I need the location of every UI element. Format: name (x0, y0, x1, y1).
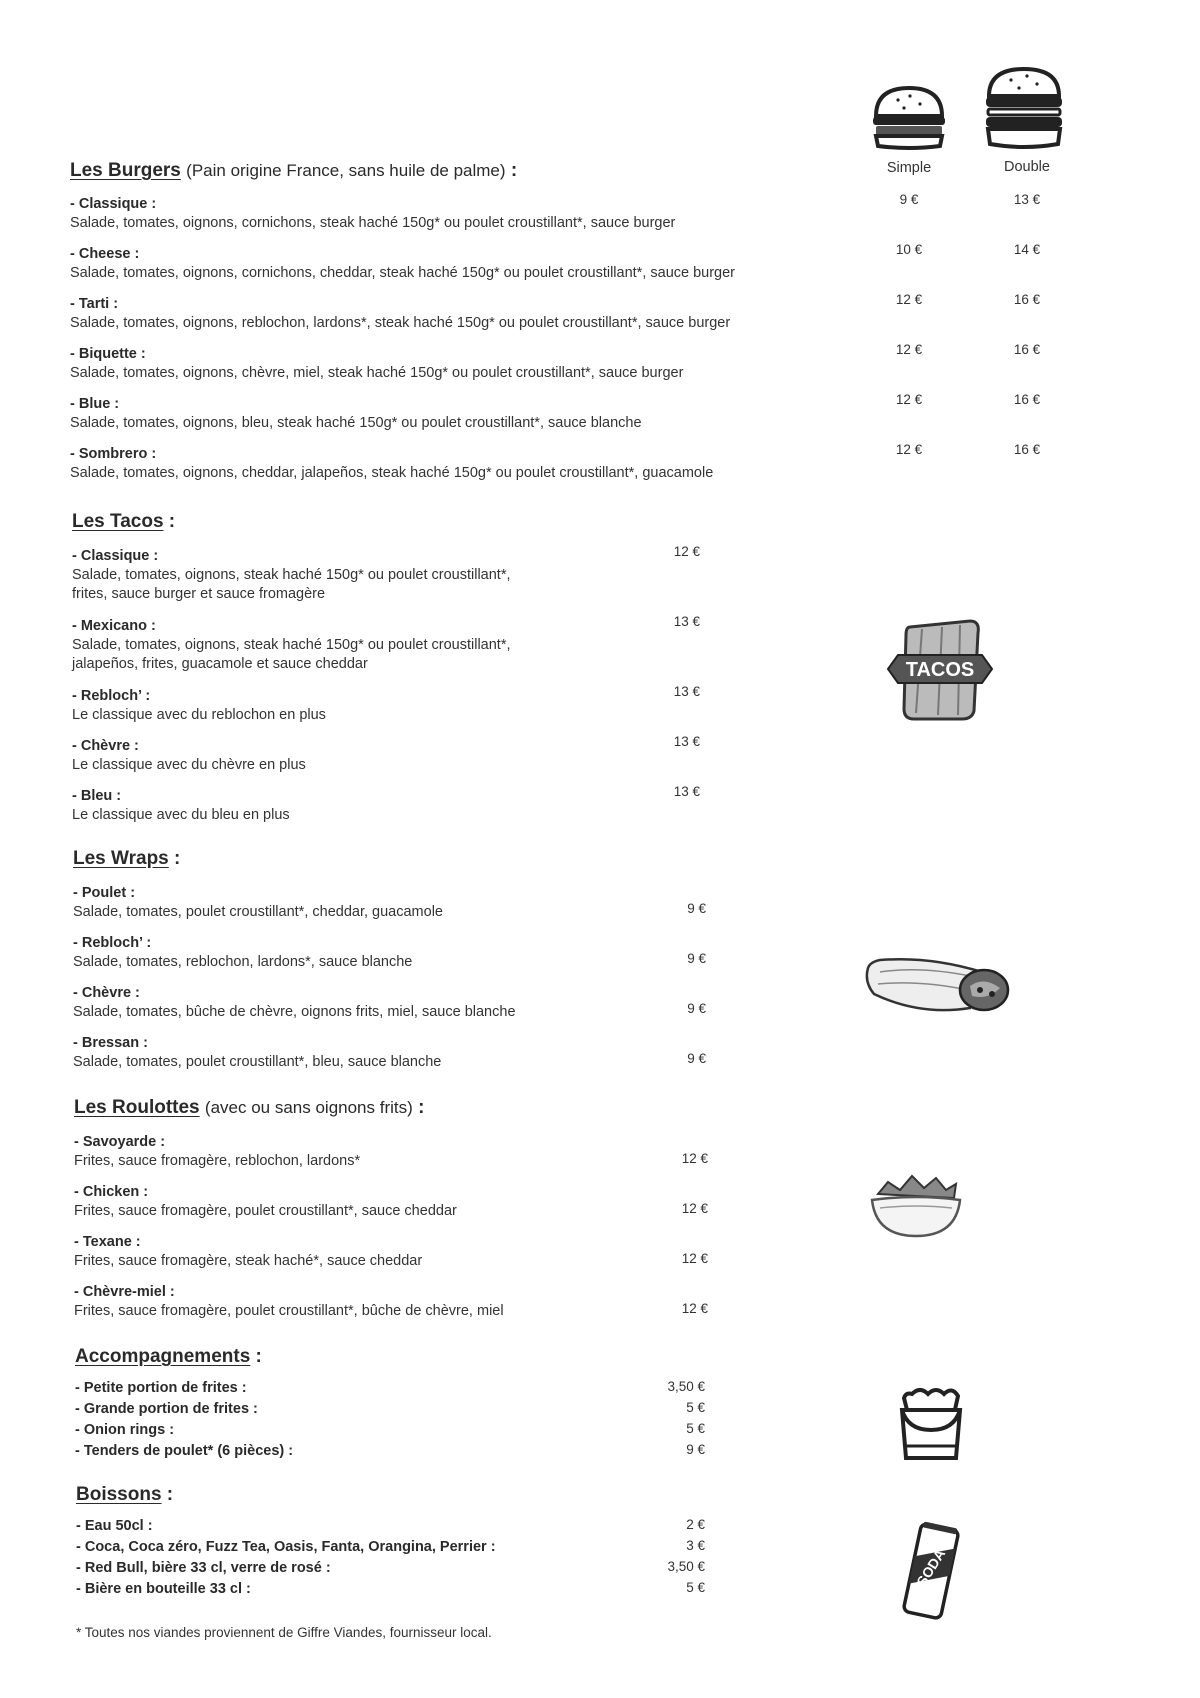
tacos-colon: : (163, 511, 176, 532)
roulottes-title: Les Roulottes (74, 1097, 200, 1118)
tacos-item (72, 787, 290, 825)
wrap-name: - Poulet : (73, 885, 136, 901)
burger-price-double: 16 € (1013, 442, 1041, 457)
section-title-accompagnements (75, 1346, 262, 1368)
wrap-item (73, 884, 443, 922)
tacos-icon-label: TACOS (905, 659, 975, 681)
section-title-burgers (70, 160, 517, 182)
soda-can-icon (900, 1520, 962, 1622)
roulotte-item (74, 1233, 422, 1271)
column-header-simple: Simple (886, 160, 932, 176)
roulotte-item (74, 1133, 360, 1171)
tacos-price: 13 € (673, 614, 700, 629)
tacos-name: - Rebloch’ : (72, 688, 151, 704)
tacos-item (72, 687, 326, 725)
accompagnements-colon: : (250, 1346, 262, 1367)
tacos-title: Les Tacos (72, 511, 164, 532)
tacos-name: - Classique : (72, 548, 159, 564)
tacos-description-line2: frites, sauce burger et sauce fromagère (72, 586, 326, 602)
burger-description: Salade, tomates, oignons, chèvre, miel, steak haché 150g* ou poulet croustillant*, sauce burger (70, 365, 684, 381)
drink-item-price: 2 € (686, 1517, 705, 1532)
burger-description: Salade, tomates, oignons, cornichons, steak haché 150g* ou poulet croustillant*, sauce burger (70, 215, 676, 231)
drink-item-name: - Red Bull, bière 33 cl, verre de rosé : (76, 1560, 331, 1576)
wrap-description: Salade, tomates, poulet croustillant*, bleu, sauce blanche (73, 1054, 442, 1070)
side-item-name: - Onion rings : (75, 1422, 175, 1438)
roulotte-price: 12 € (681, 1201, 708, 1216)
side-item-price: 5 € (686, 1421, 705, 1436)
burgers-colon: : (505, 160, 518, 181)
roulottes-colon: : (412, 1097, 425, 1118)
burger-price-double: 16 € (1013, 392, 1041, 407)
fries-box-icon (898, 1384, 964, 1464)
burger-description: Salade, tomates, oignons, reblochon, lardons*, steak haché 150g* ou poulet croustillant*, sauce burger (70, 315, 731, 331)
burger-item (70, 345, 683, 383)
burger-price-double: 16 € (1013, 342, 1041, 357)
wraps-colon: : (168, 848, 181, 869)
side-item-name: - Tenders de poulet* (6 pièces) : (75, 1443, 294, 1459)
burger-simple-icon (870, 84, 948, 150)
tacos-description: Salade, tomates, oignons, steak haché 150g* ou poulet croustillant*, (72, 567, 511, 583)
roulotte-description: Frites, sauce fromagère, poulet croustillant*, sauce cheddar (74, 1203, 457, 1219)
tacos-price: 13 € (673, 784, 700, 799)
burger-name: - Classique : (70, 196, 157, 212)
tacos-item (72, 617, 511, 674)
drink-item-price: 5 € (686, 1580, 705, 1595)
wrap-icon (860, 950, 1010, 1016)
burger-name: - Cheese : (70, 246, 140, 262)
burgers-title: Les Burgers (70, 160, 181, 181)
wrap-price: 9 € (687, 901, 706, 916)
side-item-price: 3,50 € (667, 1379, 705, 1394)
burger-price-simple: 12 € (895, 442, 923, 457)
tacos-description: Le classique avec du chèvre en plus (72, 757, 306, 773)
burger-price-simple: 9 € (899, 192, 919, 207)
tacos-icon (886, 615, 994, 723)
side-item-name: - Grande portion de frites : (75, 1401, 258, 1417)
footnote: * Toutes nos viandes proviennent de Giffre Viandes, fournisseur local. (76, 1625, 492, 1640)
wrap-name: - Bressan : (73, 1035, 148, 1051)
roulotte-item (74, 1283, 504, 1321)
wrap-description: Salade, tomates, reblochon, lardons*, sauce blanche (73, 954, 413, 970)
wrap-price: 9 € (687, 951, 706, 966)
tacos-name: - Chèvre : (72, 738, 139, 754)
burger-double-icon (983, 66, 1065, 150)
burger-description: Salade, tomates, oignons, cornichons, cheddar, steak haché 150g* ou poulet croustillant*, sauce burger (70, 265, 736, 281)
accompagnements-title: Accompagnements (75, 1346, 251, 1367)
wrap-name: - Chèvre : (73, 985, 140, 1001)
burger-price-simple: 12 € (895, 292, 923, 307)
burger-price-double: 13 € (1013, 192, 1041, 207)
wrap-item (73, 984, 516, 1022)
wrap-name: - Rebloch’ : (73, 935, 152, 951)
burger-name: - Blue : (70, 396, 120, 412)
roulotte-description: Frites, sauce fromagère, poulet croustillant*, bûche de chèvre, miel (74, 1303, 504, 1319)
drink-item-name: - Eau 50cl : (76, 1518, 153, 1534)
burger-item (70, 445, 713, 483)
roulotte-price: 12 € (681, 1151, 708, 1166)
burger-price-simple: 12 € (895, 342, 923, 357)
roulottes-note: (avec ou sans oignons frits) (204, 1098, 413, 1117)
burger-item (70, 195, 675, 233)
roulotte-description: Frites, sauce fromagère, reblochon, lardons* (74, 1153, 361, 1169)
wrap-item (73, 1034, 441, 1072)
burger-price-simple: 10 € (895, 242, 923, 257)
column-header-double: Double (1004, 159, 1050, 175)
roulotte-name: - Chèvre-miel : (74, 1284, 175, 1300)
drink-item-price: 3 € (686, 1538, 705, 1553)
wrap-price: 9 € (687, 1051, 706, 1066)
roulotte-bowl-icon (868, 1168, 964, 1240)
tacos-item (72, 547, 511, 604)
wraps-title: Les Wraps (73, 848, 169, 869)
burger-name: - Sombrero : (70, 446, 157, 462)
roulotte-price: 12 € (681, 1251, 708, 1266)
section-title-boissons (76, 1484, 173, 1506)
roulotte-price: 12 € (681, 1301, 708, 1316)
section-title-tacos (72, 511, 175, 533)
boissons-colon: : (161, 1484, 174, 1505)
burger-name: - Biquette : (70, 346, 146, 362)
burger-price-simple: 12 € (895, 392, 923, 407)
soda-icon-label: SODA (913, 1546, 949, 1589)
roulotte-description: Frites, sauce fromagère, steak haché*, sauce cheddar (74, 1253, 423, 1269)
burger-price-double: 14 € (1013, 242, 1041, 257)
wrap-description: Salade, tomates, bûche de chèvre, oignons frits, miel, sauce blanche (73, 1004, 516, 1020)
side-item-name: - Petite portion de frites : (75, 1380, 247, 1396)
tacos-description: Le classique avec du reblochon en plus (72, 707, 326, 723)
tacos-description-line2: jalapeños, frites, guacamole et sauce cheddar (72, 656, 368, 672)
side-item-price: 5 € (686, 1400, 705, 1415)
drink-item-name: - Coca, Coca zéro, Fuzz Tea, Oasis, Fanta, Orangina, Perrier : (76, 1539, 496, 1555)
burgers-note: (Pain origine France, sans huile de palme) (186, 161, 506, 180)
burger-item (70, 245, 735, 283)
tacos-name: - Bleu : (72, 788, 122, 804)
section-title-roulottes (74, 1097, 424, 1119)
burger-description: Salade, tomates, oignons, cheddar, jalapeños, steak haché 150g* ou poulet croustillant*, guacamole (70, 465, 714, 481)
wrap-item (73, 934, 412, 972)
burger-name: - Tarti : (70, 296, 119, 312)
roulotte-name: - Chicken : (74, 1184, 149, 1200)
tacos-description: Salade, tomates, oignons, steak haché 150g* ou poulet croustillant*, (72, 637, 511, 653)
tacos-price: 12 € (673, 544, 700, 559)
wrap-description: Salade, tomates, poulet croustillant*, cheddar, guacamole (73, 904, 443, 920)
roulotte-item (74, 1183, 457, 1221)
tacos-price: 13 € (673, 734, 700, 749)
section-title-wraps (73, 848, 180, 870)
tacos-description: Le classique avec du bleu en plus (72, 807, 290, 823)
drink-item-name: - Bière en bouteille 33 cl : (76, 1581, 251, 1597)
burger-description: Salade, tomates, oignons, bleu, steak haché 150g* ou poulet croustillant*, sauce blanche (70, 415, 642, 431)
tacos-name: - Mexicano : (72, 618, 156, 634)
tacos-price: 13 € (673, 684, 700, 699)
burger-item (70, 395, 642, 433)
boissons-title: Boissons (76, 1484, 162, 1505)
tacos-item (72, 737, 306, 775)
drink-item-price: 3,50 € (667, 1559, 705, 1574)
burger-price-double: 16 € (1013, 292, 1041, 307)
roulotte-name: - Savoyarde : (74, 1134, 166, 1150)
burger-item (70, 295, 730, 333)
side-item-price: 9 € (686, 1442, 705, 1457)
roulotte-name: - Texane : (74, 1234, 141, 1250)
wrap-price: 9 € (687, 1001, 706, 1016)
